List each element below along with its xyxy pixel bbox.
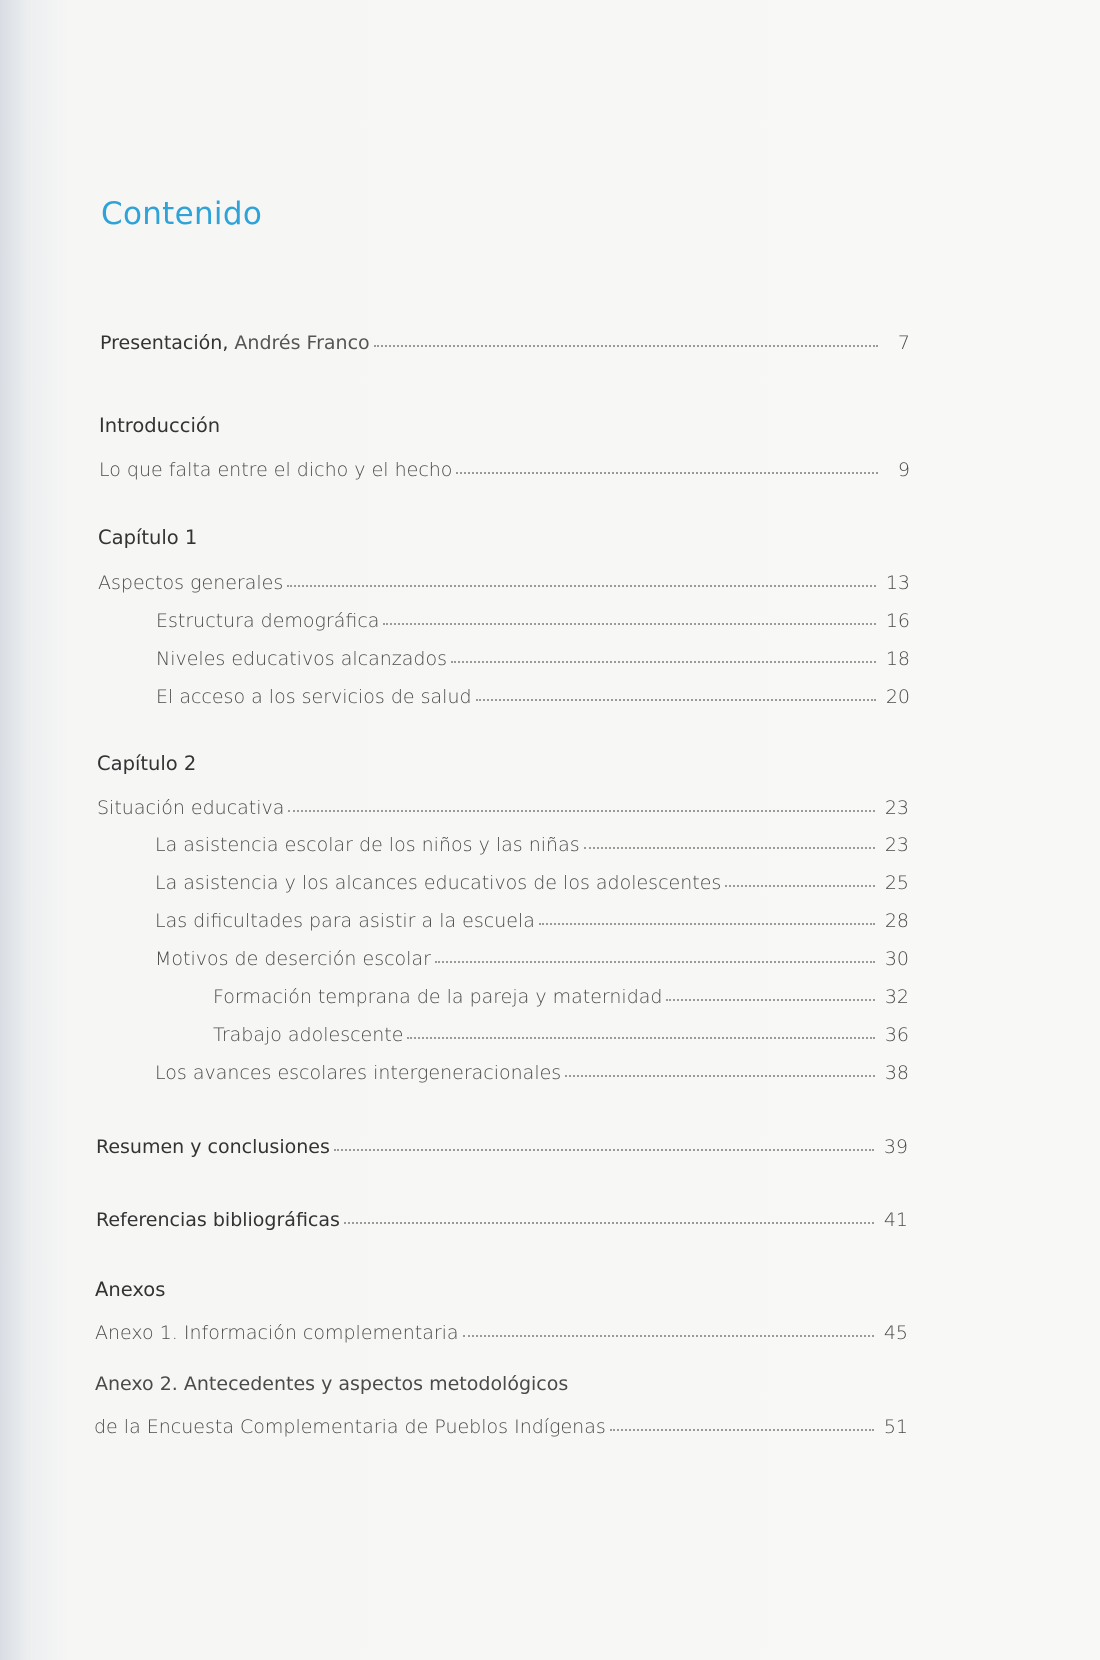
- toc-entry-referencias[interactable]: [96, 1201, 908, 1231]
- section-heading-introduccion: Introducción: [99, 414, 221, 437]
- toc-entry-presentacion[interactable]: [100, 324, 910, 354]
- dot-leader: [334, 1149, 874, 1151]
- section-heading-capitulo-2: Capítulo 2: [97, 752, 197, 775]
- toc-entry-label: Resumen y conclusiones: [96, 1136, 330, 1158]
- toc-entry-anexo-2-line-1[interactable]: Anexo 2. Antecedentes y aspectos metodológicos: [95, 1373, 569, 1395]
- page-number: 51: [883, 1416, 908, 1438]
- page-number: 7: [897, 332, 910, 354]
- toc-entry-label: Las dificultades para asistir a la escuela: [155, 910, 535, 932]
- dot-leader: [539, 923, 875, 925]
- toc-entry-label: Niveles educativos alcanzados: [156, 648, 448, 670]
- page-number: 45: [883, 1322, 908, 1344]
- dot-leader: [456, 472, 878, 474]
- toc-entry-label: Los avances escolares intergeneracionales: [155, 1062, 562, 1084]
- page-number: 28: [884, 910, 909, 932]
- dot-leader: [565, 1075, 875, 1077]
- section-heading-capitulo-1: Capítulo 1: [98, 526, 198, 549]
- page-title: Contenido: [101, 196, 263, 232]
- toc-entry-label: Lo que falta entre el dicho y el hecho: [99, 459, 453, 481]
- toc-entry-situacion-educativa[interactable]: [97, 789, 909, 819]
- dot-leader: [288, 810, 874, 812]
- toc-entry-label: Formación temprana de la pareja y maternidad: [213, 986, 663, 1008]
- page-number: 20: [885, 686, 910, 708]
- dot-leader: [463, 1335, 874, 1337]
- page-number: 32: [884, 986, 909, 1008]
- toc-entry-label: Anexo 1. Información complementaria: [95, 1322, 459, 1344]
- toc-entry-label: Referencias bibliográficas: [96, 1209, 340, 1231]
- toc-subentry[interactable]: [155, 1054, 909, 1084]
- page-number: 18: [885, 648, 910, 670]
- page-number: 25: [884, 872, 909, 894]
- toc-entry-label: Motivos de deserción escolar: [155, 948, 431, 970]
- toc-subentry[interactable]: [156, 640, 910, 670]
- dot-leader: [584, 847, 875, 849]
- toc-entry-label: La asistencia escolar de los niños y las niñas: [155, 834, 580, 856]
- page-number: 36: [884, 1024, 909, 1046]
- dot-leader: [287, 585, 876, 587]
- page-number: 30: [884, 948, 909, 970]
- dot-leader: [435, 961, 875, 963]
- toc-entry-anexo-1[interactable]: [95, 1314, 908, 1344]
- toc-subsubentry[interactable]: [213, 978, 909, 1008]
- toc-subentry[interactable]: [155, 940, 909, 970]
- toc-entry-label: Trabajo adolescente: [213, 1024, 404, 1046]
- toc-subentry[interactable]: [156, 602, 910, 632]
- toc-entry-label: Situación educativa: [97, 797, 285, 819]
- toc-subsubentry[interactable]: [213, 1016, 909, 1046]
- toc-entry-label: Aspectos generales: [98, 572, 284, 594]
- dot-leader: [476, 699, 876, 701]
- page-number: 13: [885, 572, 910, 594]
- dot-leader: [383, 623, 875, 625]
- dot-leader: [374, 345, 878, 347]
- toc-entry-label: El acceso a los servicios de salud: [156, 686, 472, 708]
- page-number: 9: [897, 459, 910, 481]
- dot-leader: [725, 885, 875, 887]
- toc-subentry[interactable]: [155, 826, 909, 856]
- toc-entry-label: Estructura demográfica: [156, 610, 380, 632]
- dot-leader: [407, 1037, 874, 1039]
- toc-entry-label: [100, 332, 370, 354]
- dot-leader: [666, 999, 874, 1001]
- dot-leader: [610, 1429, 874, 1431]
- page-number: 38: [884, 1062, 909, 1084]
- page-number: 39: [883, 1136, 908, 1158]
- toc-entry-introduccion[interactable]: [99, 451, 910, 481]
- section-heading-anexos: Anexos: [95, 1278, 166, 1301]
- page-number: 23: [884, 834, 909, 856]
- page-number: 16: [885, 610, 910, 632]
- page-number: 23: [884, 797, 909, 819]
- dot-leader: [344, 1222, 874, 1224]
- toc-entry-label: de la Encuesta Complementaria de Pueblos Indígenas: [94, 1416, 606, 1438]
- dot-leader: [451, 661, 876, 663]
- toc-subentry[interactable]: [155, 902, 909, 932]
- page-number: 41: [883, 1209, 908, 1231]
- toc-entry-aspectos-generales[interactable]: [98, 564, 910, 594]
- toc-entry-label: La asistencia y los alcances educativos de los adolescentes: [155, 872, 722, 894]
- toc-entry-anexo-2[interactable]: [94, 1408, 908, 1438]
- toc-entry-resumen[interactable]: [96, 1128, 908, 1158]
- toc-subentry[interactable]: [156, 678, 910, 708]
- toc-subentry[interactable]: [155, 864, 909, 894]
- presentacion-label: Presentación,: [100, 332, 229, 354]
- presentacion-author: Andrés Franco: [234, 332, 370, 354]
